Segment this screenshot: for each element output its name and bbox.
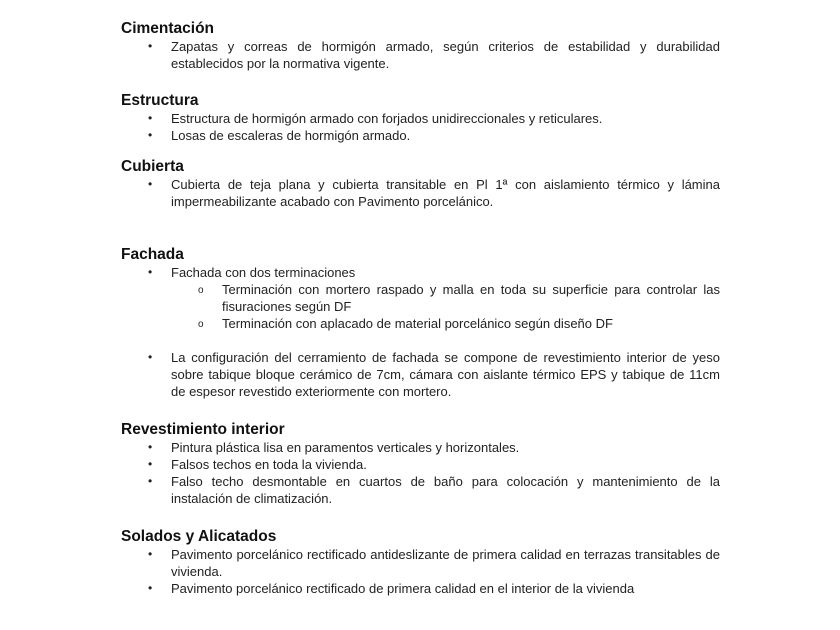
list-item-text: Estructura de hormigón armado con forjados unidireccionales y reticulares. — [171, 111, 603, 126]
list-item — [121, 38, 720, 72]
sub-list-item-text: Terminación con mortero raspado y malla en toda su superficie para controlar las fisuraciones según DF — [222, 282, 720, 314]
section-title-solados-alicatados: Solados y Alicatados — [121, 528, 277, 545]
list-item — [121, 473, 720, 507]
section-title-cimentacion: Cimentación — [121, 20, 215, 37]
section-cimentacion — [121, 20, 720, 72]
sub-bullet-icon: o — [198, 319, 204, 330]
sub-list-item — [121, 281, 720, 315]
section-cubierta — [121, 158, 720, 210]
bullet-icon: • — [148, 547, 153, 561]
list-fachada — [121, 264, 720, 281]
list-cimentacion — [121, 38, 720, 72]
bullet-icon: • — [148, 177, 153, 191]
list-fachada-cont — [121, 349, 720, 400]
list-item — [121, 580, 720, 597]
bullet-icon: • — [148, 581, 153, 595]
list-estructura — [121, 110, 720, 144]
list-item — [121, 176, 720, 210]
bullet-icon: • — [148, 474, 153, 488]
bullet-icon: • — [148, 457, 153, 471]
list-item — [121, 456, 720, 473]
bullet-icon: • — [148, 265, 153, 279]
list-item — [121, 127, 720, 144]
list-solados-alicatados — [121, 546, 720, 597]
list-item-text: Zapatas y correas de hormigón armado, según criterios de estabilidad y durabilidad establecidos por la normativa vigente. — [171, 39, 720, 71]
section-estructura — [121, 92, 720, 144]
document-content — [121, 20, 720, 597]
section-title-estructura: Estructura — [121, 92, 199, 109]
list-item-text: Pavimento porcelánico rectificado antideslizante de primera calidad en terrazas transitables de vivienda. — [171, 547, 720, 579]
list-item-text: La configuración del cerramiento de fachada se compone de revestimiento interior de yeso sobre tabique bloque cerámico de 7cm, cámara con aislante térmico EPS y tabique de 11cm de espesor revestido exteriormente con mortero. — [171, 350, 720, 399]
section-title-revestimiento-interior: Revestimiento interior — [121, 421, 285, 438]
bullet-icon: • — [148, 350, 153, 364]
section-revestimiento-interior — [121, 421, 720, 507]
section-title-cubierta: Cubierta — [121, 158, 184, 175]
sublist-fachada — [121, 281, 720, 332]
list-item-text: Falso techo desmontable en cuartos de baño para colocación y mantenimiento de la instalación de climatización. — [171, 474, 720, 506]
list-item-text: Pavimento porcelánico rectificado de primera calidad en el interior de la vivienda — [171, 581, 635, 596]
bullet-icon: • — [148, 128, 153, 142]
section-title-fachada: Fachada — [121, 246, 184, 263]
section-solados-alicatados — [121, 528, 720, 597]
list-item-text: Cubierta de teja plana y cubierta transitable en Pl 1ª con aislamiento térmico y lámina impermeabilizante acabado con Pavimento porcelánico. — [171, 177, 720, 209]
bullet-icon: • — [148, 39, 153, 53]
list-item — [121, 264, 720, 281]
bullet-icon: • — [148, 440, 153, 454]
sub-bullet-icon: o — [198, 285, 204, 296]
list-cubierta — [121, 176, 720, 210]
sub-list-item — [121, 315, 720, 332]
list-item — [121, 546, 720, 580]
list-item — [121, 349, 720, 400]
list-revestimiento-interior — [121, 439, 720, 507]
list-item-text: Pintura plástica lisa en paramentos verticales y horizontales. — [171, 440, 520, 455]
bullet-icon: • — [148, 111, 153, 125]
section-fachada — [121, 246, 720, 400]
list-item-text: Losas de escaleras de hormigón armado. — [171, 128, 411, 143]
list-item — [121, 439, 720, 456]
sub-list-item-text: Terminación con aplacado de material porcelánico según diseño DF — [222, 316, 613, 331]
list-item-text: Falsos techos en toda la vivienda. — [171, 457, 367, 472]
list-item — [121, 110, 720, 127]
list-item-text: Fachada con dos terminaciones — [171, 265, 356, 280]
